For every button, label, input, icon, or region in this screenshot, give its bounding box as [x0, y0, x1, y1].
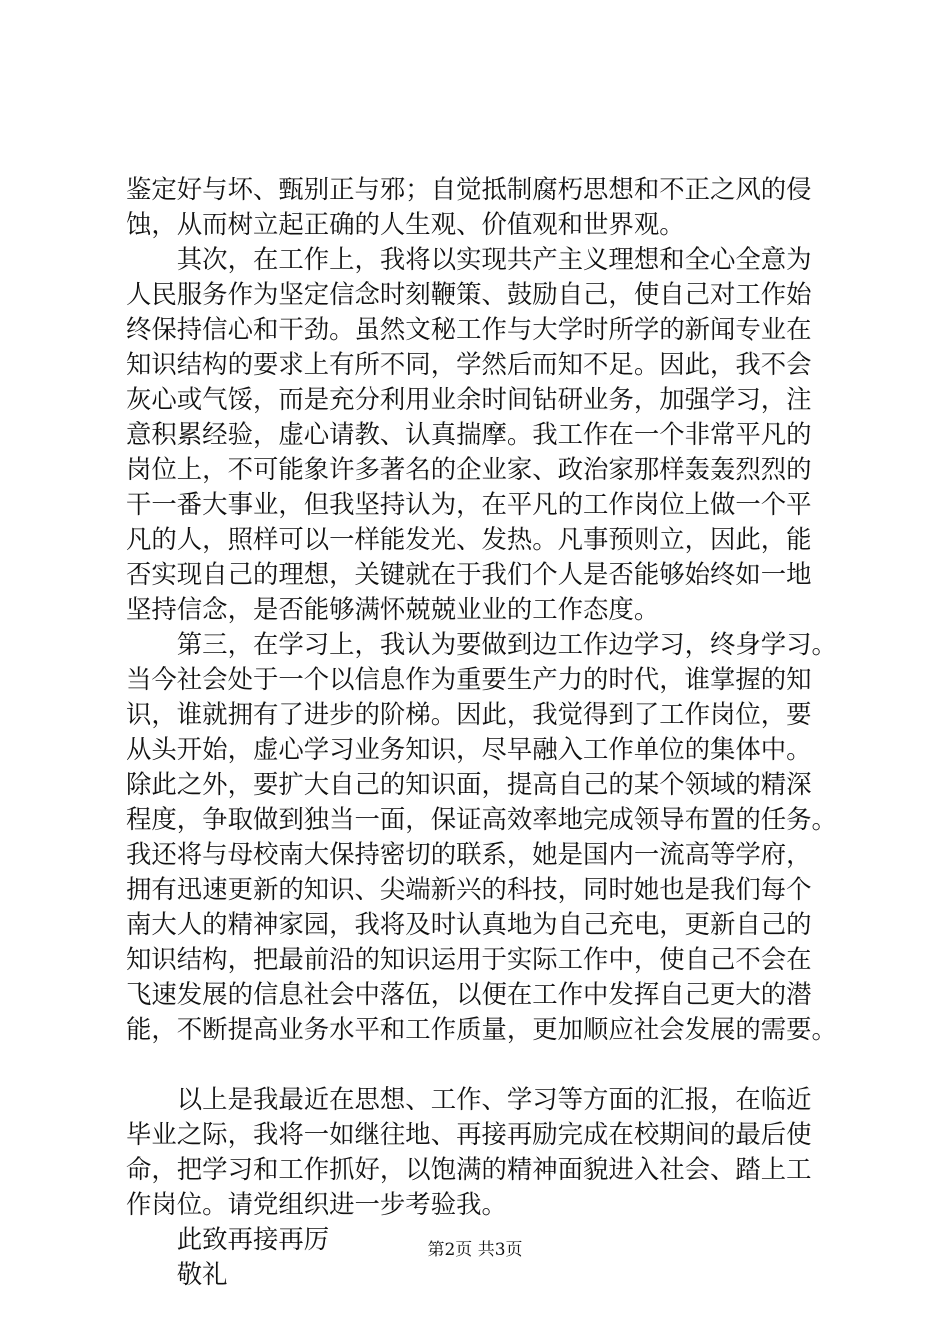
text-line: 我还将与母校南大保持密切的联系，她是国内一流高等学府， [126, 839, 812, 869]
text-line: 否实现自己的理想，关键就在于我们个人是否能够始终如一地 [126, 559, 812, 589]
text-line: 从头开始，虚心学习业务知识，尽早融入工作单位的集体中。 [126, 734, 812, 764]
text-line: 蚀，从而树立起正确的人生观、价值观和世界观。 [126, 209, 685, 239]
text-line: 命，把学习和工作抓好，以饱满的精神面貌进入社会、踏上工 [126, 1154, 812, 1184]
text-line: 凡的人，照样可以一样能发光、发热。凡事预则立，因此，能 [126, 524, 812, 554]
text-line: 鉴定好与坏、甄别正与邪；自觉抵制腐朽思想和不正之风的侵 [126, 174, 812, 204]
paragraph-spacer [126, 1047, 866, 1082]
text-line: 意积累经验，虚心请教、认真揣摩。我工作在一个非常平凡的 [126, 419, 812, 449]
salutation-line: 敬礼 [126, 1259, 228, 1289]
text-line: 其次，在工作上，我将以实现共产主义理想和全心全意为 [126, 244, 812, 274]
text-line: 知识结构的要求上有所不同，学然后而知不足。因此，我不会 [126, 349, 812, 379]
text-line: 知识结构，把最前沿的知识运用于实际工作中，使自己不会在 [126, 944, 812, 974]
document-body [126, 172, 866, 1292]
salutation-line: 此致再接再厉 [126, 1224, 330, 1254]
text-line: 毕业之际，我将一如继往地、再接再励完成在校期间的最后使 [126, 1119, 812, 1149]
text-line: 除此之外，要扩大自己的知识面，提高自己的某个领域的精深 [126, 769, 812, 799]
paragraph-work [126, 242, 866, 627]
text-line: 识，谁就拥有了进步的阶梯。因此，我觉得到了工作岗位，要 [126, 699, 812, 729]
text-line: 作岗位。请党组织进一步考验我。 [126, 1189, 507, 1219]
paragraph-study [126, 627, 866, 1047]
text-line: 终保持信心和干劲。虽然文秘工作与大学时所学的新闻专业在 [126, 314, 812, 344]
text-line: 以上是我最近在思想、工作、学习等方面的汇报，在临近 [126, 1084, 812, 1114]
text-line: 飞速发展的信息社会中落伍，以便在工作中发挥自己更大的潜 [126, 979, 812, 1009]
paragraph-intro-continuation [126, 172, 866, 242]
text-line: 当今社会处于一个以信息作为重要生产力的时代，谁掌握的知 [126, 664, 812, 694]
text-line: 人民服务作为坚定信念时刻鞭策、鼓励自己，使自己对工作始 [126, 279, 812, 309]
text-line: 能，不断提高业务水平和工作质量，更加顺应社会发展的需要。 [126, 1014, 837, 1044]
text-line: 拥有迅速更新的知识、尖端新兴的科技，同时她也是我们每个 [126, 874, 812, 904]
text-line: 程度，争取做到独当一面，保证高效率地完成领导布置的任务。 [126, 804, 837, 834]
text-line: 岗位上，不可能象许多著名的企业家、政治家那样轰轰烈烈的 [126, 454, 812, 484]
page-number-footer: 第2页 共3页 [427, 1240, 523, 1260]
text-line: 灰心或气馁，而是充分利用业余时间钻研业务，加强学习，注 [126, 384, 812, 414]
text-line: 第三，在学习上，我认为要做到边工作边学习，终身学习。 [126, 629, 837, 659]
text-line: 干一番大事业，但我坚持认为，在平凡的工作岗位上做一个平 [126, 489, 812, 519]
text-line: 坚持信念，是否能够满怀兢兢业业的工作态度。 [126, 594, 660, 624]
text-line: 南大人的精神家园，我将及时认真地为自己充电，更新自己的 [126, 909, 812, 939]
